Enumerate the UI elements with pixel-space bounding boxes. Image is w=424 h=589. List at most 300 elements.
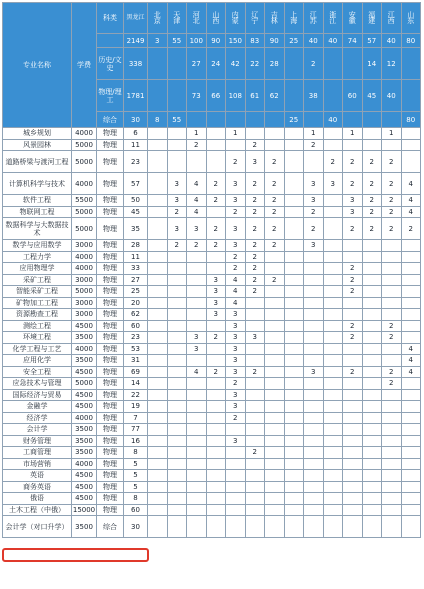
quota-value bbox=[187, 389, 207, 401]
quota-value bbox=[382, 470, 402, 482]
quota-value bbox=[265, 401, 285, 413]
quota-value: 2 bbox=[265, 274, 285, 286]
quota-value bbox=[284, 274, 304, 286]
summary-value bbox=[284, 48, 304, 80]
summary-value bbox=[304, 112, 324, 128]
quota-value: 31 bbox=[124, 355, 148, 367]
quota-value bbox=[401, 470, 421, 482]
quota-value bbox=[382, 401, 402, 413]
quota-value bbox=[148, 195, 168, 207]
quota-value bbox=[323, 286, 343, 298]
quota-value: 5 bbox=[124, 458, 148, 470]
quota-value bbox=[323, 263, 343, 275]
quota-value bbox=[226, 516, 246, 538]
tuition-fee: 4500 bbox=[72, 366, 97, 378]
quota-value: 14 bbox=[124, 378, 148, 390]
tuition-fee: 4000 bbox=[72, 173, 97, 195]
quota-value bbox=[206, 435, 226, 447]
summary-value: 66 bbox=[206, 80, 226, 112]
quota-value bbox=[206, 128, 226, 140]
quota-value bbox=[245, 458, 265, 470]
subject-type: 物理 bbox=[97, 173, 124, 195]
quota-value: 2 bbox=[343, 274, 363, 286]
quota-value bbox=[401, 320, 421, 332]
quota-value: 3 bbox=[206, 286, 226, 298]
summary-value bbox=[343, 112, 363, 128]
quota-value: 2 bbox=[343, 173, 363, 195]
major-name: 环境工程 bbox=[3, 332, 72, 344]
tuition-fee: 4000 bbox=[72, 412, 97, 424]
quota-value bbox=[382, 447, 402, 459]
summary-value: 74 bbox=[343, 34, 363, 48]
quota-value bbox=[362, 389, 382, 401]
table-row bbox=[3, 458, 421, 470]
quota-value bbox=[148, 297, 168, 309]
quota-value bbox=[323, 516, 343, 538]
quota-value bbox=[167, 332, 187, 344]
quota-value bbox=[284, 251, 304, 263]
province-label: 河北 bbox=[192, 11, 201, 23]
quota-value bbox=[245, 355, 265, 367]
summary-value: 14 bbox=[362, 48, 382, 80]
quota-value bbox=[362, 481, 382, 493]
quota-value bbox=[304, 424, 324, 436]
major-name: 数据科学与大数据技术 bbox=[3, 218, 72, 240]
quota-value: 22 bbox=[124, 389, 148, 401]
table-row bbox=[3, 412, 421, 424]
quota-value bbox=[323, 355, 343, 367]
quota-value: 2 bbox=[245, 240, 265, 252]
quota-value bbox=[304, 355, 324, 367]
enrollment-plan-table bbox=[2, 2, 421, 538]
quota-value bbox=[206, 355, 226, 367]
subject-type: 物理 bbox=[97, 481, 124, 493]
quota-value bbox=[362, 470, 382, 482]
quota-value bbox=[206, 493, 226, 505]
province-label: 福建 bbox=[367, 11, 376, 23]
quota-value: 4 bbox=[401, 195, 421, 207]
quota-value bbox=[167, 435, 187, 447]
quota-value: 2 bbox=[362, 151, 382, 173]
quota-value: 2 bbox=[245, 366, 265, 378]
quota-value bbox=[265, 493, 285, 505]
quota-value bbox=[284, 173, 304, 195]
quota-value bbox=[284, 504, 304, 516]
quota-value: 20 bbox=[124, 297, 148, 309]
province-label: 吉林 bbox=[270, 11, 279, 23]
quota-value bbox=[284, 378, 304, 390]
quota-value bbox=[206, 401, 226, 413]
quota-value bbox=[167, 251, 187, 263]
quota-value bbox=[343, 378, 363, 390]
major-name: 财务管理 bbox=[3, 435, 72, 447]
summary-value: 3 bbox=[148, 34, 168, 48]
quota-value bbox=[284, 470, 304, 482]
table-row bbox=[3, 218, 421, 240]
quota-value: 2 bbox=[245, 263, 265, 275]
quota-value bbox=[401, 401, 421, 413]
tuition-fee: 3000 bbox=[72, 274, 97, 286]
quota-value bbox=[362, 343, 382, 355]
quota-value bbox=[323, 274, 343, 286]
quota-value bbox=[382, 493, 402, 505]
quota-value bbox=[148, 320, 168, 332]
table-row bbox=[3, 251, 421, 263]
quota-value bbox=[148, 263, 168, 275]
quota-value bbox=[148, 251, 168, 263]
quota-value: 3 bbox=[304, 173, 324, 195]
summary-value: 150 bbox=[226, 34, 246, 48]
summary-value bbox=[401, 80, 421, 112]
quota-value: 3 bbox=[226, 240, 246, 252]
quota-value bbox=[343, 435, 363, 447]
quota-value bbox=[401, 263, 421, 275]
summary-value: 40 bbox=[382, 34, 402, 48]
tuition-fee: 4000 bbox=[72, 458, 97, 470]
quota-value bbox=[206, 151, 226, 173]
quota-value: 2 bbox=[265, 151, 285, 173]
subject-type: 物理 bbox=[97, 195, 124, 207]
subject-type: 物理 bbox=[97, 401, 124, 413]
quota-value: 2 bbox=[226, 206, 246, 218]
summary-value: 40 bbox=[323, 34, 343, 48]
summary-value: 40 bbox=[382, 80, 402, 112]
subject-type: 物理 bbox=[97, 206, 124, 218]
subject-type: 物理 bbox=[97, 251, 124, 263]
quota-value bbox=[362, 435, 382, 447]
quota-value bbox=[362, 320, 382, 332]
header-province bbox=[187, 3, 207, 34]
quota-value bbox=[304, 274, 324, 286]
quota-value: 27 bbox=[124, 274, 148, 286]
quota-value bbox=[245, 309, 265, 321]
quota-value: 2 bbox=[362, 206, 382, 218]
major-name: 商务英语 bbox=[3, 481, 72, 493]
tuition-fee: 4500 bbox=[72, 493, 97, 505]
quota-value: 2 bbox=[343, 151, 363, 173]
quota-value bbox=[265, 297, 285, 309]
subject-type: 物理 bbox=[97, 320, 124, 332]
quota-value bbox=[187, 504, 207, 516]
quota-value: 3 bbox=[226, 366, 246, 378]
subject-type: 物理 bbox=[97, 332, 124, 344]
province-label: 山西 bbox=[211, 11, 220, 23]
quota-value bbox=[362, 263, 382, 275]
summary-value bbox=[265, 112, 285, 128]
quota-value: 3 bbox=[187, 343, 207, 355]
summary-value: 40 bbox=[304, 34, 324, 48]
tuition-fee: 4500 bbox=[72, 389, 97, 401]
province-label: 江苏 bbox=[309, 11, 318, 23]
table-row bbox=[3, 263, 421, 275]
major-name: 城乡规划 bbox=[3, 128, 72, 140]
quota-value bbox=[265, 435, 285, 447]
major-name: 安全工程 bbox=[3, 366, 72, 378]
quota-value bbox=[343, 309, 363, 321]
quota-value: 2 bbox=[304, 218, 324, 240]
tuition-fee: 4000 bbox=[72, 263, 97, 275]
table-row bbox=[3, 286, 421, 298]
summary-value bbox=[323, 48, 343, 80]
quota-value: 2 bbox=[187, 139, 207, 151]
quota-value bbox=[206, 343, 226, 355]
summary-label: 综合 bbox=[97, 112, 124, 128]
table-row bbox=[3, 435, 421, 447]
quota-value: 4 bbox=[226, 297, 246, 309]
quota-value bbox=[304, 504, 324, 516]
tuition-fee: 5000 bbox=[72, 139, 97, 151]
quota-value bbox=[304, 332, 324, 344]
subject-type: 物理 bbox=[97, 218, 124, 240]
summary-value: 8 bbox=[148, 112, 168, 128]
quota-value: 4 bbox=[187, 195, 207, 207]
quota-value: 4 bbox=[401, 343, 421, 355]
summary-label bbox=[97, 34, 124, 48]
quota-value bbox=[167, 366, 187, 378]
quota-value bbox=[187, 493, 207, 505]
tuition-fee: 3500 bbox=[72, 516, 97, 538]
quota-value: 2 bbox=[304, 206, 324, 218]
tuition-fee: 3500 bbox=[72, 447, 97, 459]
tuition-fee: 4000 bbox=[72, 343, 97, 355]
tuition-fee: 4500 bbox=[72, 470, 97, 482]
quota-value: 4 bbox=[226, 274, 246, 286]
quota-value: 3 bbox=[226, 332, 246, 344]
table-row bbox=[3, 332, 421, 344]
quota-value bbox=[265, 320, 285, 332]
quota-value bbox=[206, 470, 226, 482]
quota-value bbox=[265, 389, 285, 401]
quota-value: 7 bbox=[124, 412, 148, 424]
summary-value: 42 bbox=[226, 48, 246, 80]
quota-value: 2 bbox=[343, 332, 363, 344]
quota-value: 2 bbox=[167, 206, 187, 218]
header-major: 专业名称 bbox=[3, 3, 72, 128]
summary-value bbox=[382, 112, 402, 128]
quota-value: 8 bbox=[124, 447, 148, 459]
quota-value: 2 bbox=[265, 218, 285, 240]
quota-value bbox=[304, 251, 324, 263]
quota-value: 3 bbox=[304, 366, 324, 378]
quota-value bbox=[148, 412, 168, 424]
quota-value bbox=[362, 309, 382, 321]
quota-value bbox=[284, 493, 304, 505]
quota-value bbox=[265, 355, 285, 367]
major-name: 化学工程与工艺 bbox=[3, 343, 72, 355]
subject-type: 物理 bbox=[97, 470, 124, 482]
quota-value bbox=[167, 516, 187, 538]
quota-value bbox=[226, 424, 246, 436]
quota-value: 4 bbox=[187, 206, 207, 218]
quota-value: 2 bbox=[382, 206, 402, 218]
quota-value bbox=[382, 286, 402, 298]
quota-value bbox=[382, 412, 402, 424]
header-province bbox=[343, 3, 363, 34]
summary-value: 80 bbox=[401, 112, 421, 128]
subject-type: 物理 bbox=[97, 128, 124, 140]
summary-value: 108 bbox=[226, 80, 246, 112]
province-label: 北京 bbox=[153, 11, 162, 23]
quota-value bbox=[382, 274, 402, 286]
quota-value bbox=[148, 355, 168, 367]
quota-value: 25 bbox=[124, 286, 148, 298]
quota-value bbox=[245, 389, 265, 401]
quota-value bbox=[284, 286, 304, 298]
quota-value: 2 bbox=[343, 286, 363, 298]
quota-value bbox=[323, 504, 343, 516]
quota-value bbox=[148, 401, 168, 413]
quota-value bbox=[187, 151, 207, 173]
quota-value: 2 bbox=[382, 378, 402, 390]
quota-value bbox=[265, 424, 285, 436]
quota-value bbox=[343, 493, 363, 505]
header-province bbox=[401, 3, 421, 34]
header-province bbox=[362, 3, 382, 34]
province-label: 山东 bbox=[406, 11, 415, 23]
subject-type: 物理 bbox=[97, 458, 124, 470]
quota-value bbox=[226, 139, 246, 151]
quota-value: 1 bbox=[187, 128, 207, 140]
quota-value bbox=[284, 458, 304, 470]
quota-value bbox=[382, 240, 402, 252]
header-province bbox=[226, 3, 246, 34]
summary-value bbox=[148, 48, 168, 80]
quota-value bbox=[401, 481, 421, 493]
quota-value bbox=[362, 504, 382, 516]
summary-value: 73 bbox=[187, 80, 207, 112]
table-row bbox=[3, 470, 421, 482]
quota-value bbox=[343, 516, 363, 538]
quota-value bbox=[148, 389, 168, 401]
quota-value: 2 bbox=[382, 151, 402, 173]
quota-value: 23 bbox=[124, 151, 148, 173]
quota-value bbox=[284, 309, 304, 321]
quota-value: 3 bbox=[226, 309, 246, 321]
quota-value bbox=[343, 447, 363, 459]
quota-value bbox=[362, 274, 382, 286]
quota-value: 3 bbox=[245, 332, 265, 344]
quota-value bbox=[401, 139, 421, 151]
tuition-fee: 15000 bbox=[72, 505, 96, 514]
table-row bbox=[3, 139, 421, 151]
quota-value bbox=[362, 412, 382, 424]
quota-value: 2 bbox=[245, 173, 265, 195]
quota-value: 2 bbox=[382, 320, 402, 332]
quota-value: 23 bbox=[124, 332, 148, 344]
quota-value bbox=[245, 481, 265, 493]
quota-value: 3 bbox=[226, 343, 246, 355]
quota-value bbox=[245, 493, 265, 505]
summary-label: 历史/文史 bbox=[97, 48, 124, 80]
quota-value bbox=[206, 389, 226, 401]
quota-value bbox=[167, 401, 187, 413]
summary-value: 90 bbox=[206, 34, 226, 48]
summary-value: 25 bbox=[284, 112, 304, 128]
quota-value bbox=[226, 447, 246, 459]
quota-value bbox=[148, 366, 168, 378]
quota-value bbox=[343, 481, 363, 493]
quota-value bbox=[304, 401, 324, 413]
major-name: 会计学 bbox=[3, 424, 72, 436]
province-label: 天津 bbox=[172, 11, 181, 23]
summary-value: 57 bbox=[362, 34, 382, 48]
quota-value: 8 bbox=[124, 493, 148, 505]
quota-value: 5 bbox=[124, 470, 148, 482]
subject-type: 物理 bbox=[97, 151, 124, 173]
tuition-fee: 3500 bbox=[72, 332, 97, 344]
quota-value bbox=[323, 424, 343, 436]
quota-value bbox=[401, 309, 421, 321]
table-row bbox=[3, 173, 421, 195]
tuition-fee: 3000 bbox=[72, 240, 97, 252]
quota-value bbox=[343, 297, 363, 309]
summary-value: 25 bbox=[284, 34, 304, 48]
quota-value bbox=[226, 470, 246, 482]
major-name: 国际经济与贸易 bbox=[3, 389, 72, 401]
quota-value: 2 bbox=[265, 206, 285, 218]
quota-value: 33 bbox=[124, 263, 148, 275]
quota-value bbox=[265, 332, 285, 344]
quota-value bbox=[206, 516, 226, 538]
quota-value bbox=[265, 470, 285, 482]
quota-value bbox=[245, 297, 265, 309]
quota-value bbox=[401, 447, 421, 459]
table-row bbox=[3, 366, 421, 378]
quota-value bbox=[343, 240, 363, 252]
quota-value bbox=[187, 274, 207, 286]
quota-value bbox=[226, 504, 246, 516]
quota-value bbox=[284, 240, 304, 252]
major-name: 软件工程 bbox=[3, 195, 72, 207]
quota-value: 50 bbox=[124, 195, 148, 207]
quota-value bbox=[304, 447, 324, 459]
quota-value bbox=[382, 263, 402, 275]
quota-value bbox=[265, 412, 285, 424]
table-row bbox=[3, 447, 421, 459]
quota-value bbox=[362, 366, 382, 378]
quota-value: 60 bbox=[124, 504, 148, 516]
quota-value bbox=[187, 286, 207, 298]
header-province bbox=[323, 3, 343, 34]
quota-value: 3 bbox=[226, 173, 246, 195]
quota-value bbox=[304, 320, 324, 332]
quota-value bbox=[323, 366, 343, 378]
summary-value: 12 bbox=[382, 48, 402, 80]
quota-value bbox=[304, 516, 324, 538]
quota-value bbox=[167, 412, 187, 424]
quota-value bbox=[284, 128, 304, 140]
header-province bbox=[284, 3, 304, 34]
quota-value: 45 bbox=[124, 206, 148, 218]
quota-value bbox=[343, 504, 363, 516]
quota-value bbox=[284, 297, 304, 309]
quota-value bbox=[401, 286, 421, 298]
quota-value bbox=[167, 139, 187, 151]
quota-value bbox=[206, 378, 226, 390]
quota-value bbox=[323, 378, 343, 390]
quota-value bbox=[265, 251, 285, 263]
subject-type: 物理 bbox=[97, 504, 124, 516]
subject-type: 物理 bbox=[97, 412, 124, 424]
quota-value bbox=[148, 447, 168, 459]
major-name: 风景园林 bbox=[3, 139, 72, 151]
quota-value bbox=[343, 401, 363, 413]
summary-value: 55 bbox=[167, 34, 187, 48]
major-name: 智能采矿工程 bbox=[3, 286, 72, 298]
quota-value: 4 bbox=[226, 286, 246, 298]
quota-value: 2 bbox=[382, 218, 402, 240]
header-subject: 科类 bbox=[97, 3, 124, 34]
